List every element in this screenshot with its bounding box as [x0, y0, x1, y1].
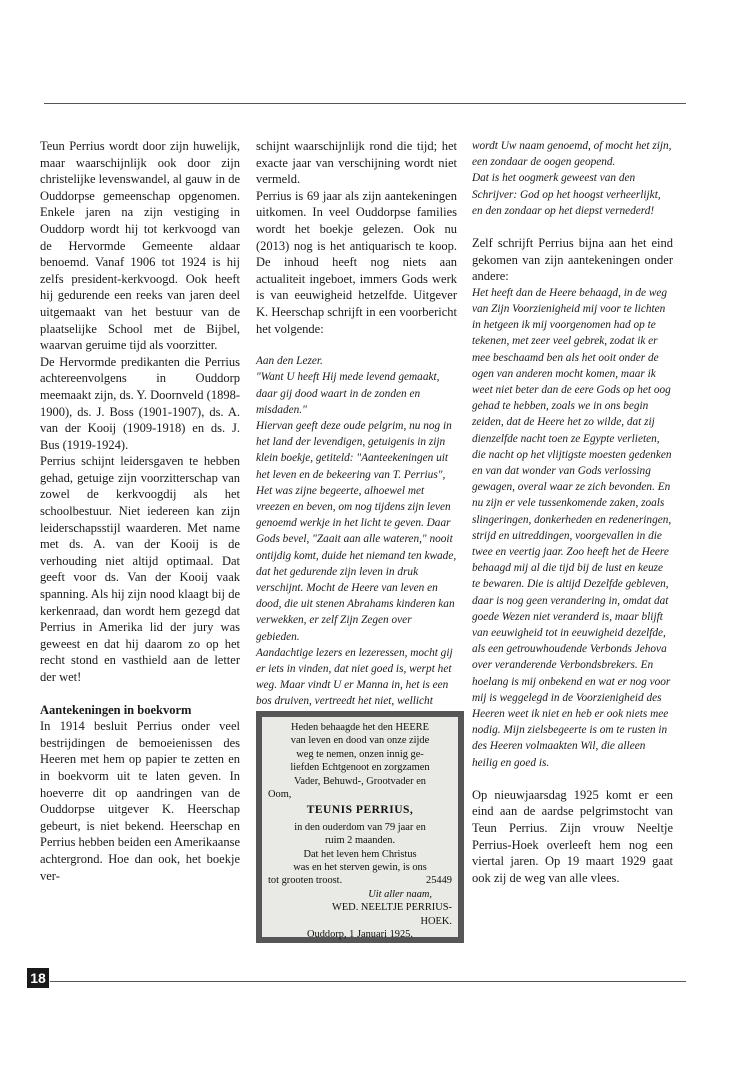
- clip-date-line: Ouddorp, 1 Januari 1925.: [307, 929, 413, 941]
- quote-salutation: Aan den Lezer.: [256, 355, 323, 368]
- clip-deceased-name: TEUNIS PERRIUS,: [306, 804, 414, 817]
- col2-paragraph-1: schijnt waarschijnlijk rond die tijd; het exacte jaar van verschijning wordt niet vermeld.: [256, 139, 457, 187]
- col3-paragraph-2: Op nieuwjaarsdag 1925 komt er een eind aan de aardse pelgrimstocht van Teun Perrius. Zijn vrouw Neeltje Perrius-Hoek overleeft hem nog een viertal jaren. Op 19 maart 1929 gaat ook zij de weg van alle vlees.: [472, 787, 673, 885]
- col1-paragraph-1: Teun Perrius wordt door zijn huwelijk, maar waarschijnlijk ook door zijn christelijke levenswandel, al gauw in de Ouddorpse gemeenschap opgenomen. Enkele jaren na zijn vestiging in Ouddorp wordt hij tot kerkvoogd van de Hervormde Gemeente aldaar benoemd. Vanaf 1906 tot 1924 is hij zelfs president-kerkvoogd. Ook heeft hij gedurende een reeks van jaren deel uitgemaakt van het bestuur van de plaatselijke School met de Bijbel, waarvan geruime tijd als voorzitter.: [40, 139, 240, 353]
- clip-line: tot grooten troost.: [268, 875, 343, 887]
- clip-line: weg te nemen, onzen innig ge-: [296, 748, 424, 760]
- top-rule: [44, 103, 686, 104]
- clip-line: van leven en dood van onze zijde: [290, 735, 430, 747]
- clip-signature-intro: Uit aller naam,: [368, 888, 432, 900]
- col1-paragraph-2: De Hervormde predikanten die Perrius achtereenvolgens in Ouddorp meemaakt zijn, ds. Y. Doornveld (1898-1900), ds. J. Boss (1901-1907), ds. A. van der Kooij (1909-1918) en ds. J. Bus (1919-1924).: [40, 354, 240, 452]
- column-3: [472, 138, 673, 886]
- clip-line: Heden behaagde het den HEERE: [291, 722, 429, 733]
- quote-body-1: Hiervan geeft deze oude pelgrim, nu nog in het land der levendigen, getuigenis in zijn klein boekje, getiteld: "Aanteekeningen uit het leven en de bekeering van T. Perrius", Het was zijne begeerte, alhoewel met vreezen en beven, om nog tijdens zijn leven genoemd werkje in het licht te geven. Daar Gods bevel, "Zaait aan alle wateren," nooit ontijdig komt, duide het niemand ten kwade, dat het gedurende zijn leven in druk verschijnt. Mocht de Heere van leven en dood, die uit stenen Abrahams kinderen kan verwekken, er zelf Zijn Zegen over gebieden.: [256, 419, 457, 643]
- column-2: [256, 138, 457, 710]
- clip-line: Dat het leven hem Christus: [303, 848, 417, 860]
- clip-code: 25449: [426, 875, 452, 887]
- quote-body-2: Aandachtige lezers en lezeressen, mocht gij er iets in vinden, dat niet goed is, werpt het weg. Maar vindt U er Manna in, het is een bos druiven, vertreedt het niet, wellicht: [256, 646, 453, 708]
- section-heading: Aantekeningen in boekvorm: [40, 702, 192, 717]
- death-notice-clipping: [256, 711, 464, 943]
- col1-paragraph-3: Perrius schijnt leidersgaven te hebben gehad, getuige zijn voorzitterschap van zowel de kerkvoogdij als het schoolbestuur. Niet iedereen kan zijn leiderschapsstijl waarderen. Met name met ds. A. van der Kooij is de verhouding niet altijd optimaal. Dat geeft voor ds. Van der Kooij vaak spanning. Als hij zijn nood klaagt bij de kerkenraad, dan wordt hem gezegd dat Perrius in Amerika lid der jury was geweest en dat hij daarom zo op het recht stond en vasthield aan de letter der wet!: [40, 454, 240, 684]
- col3-quote-1: wordt Uw naam genoemd, of mocht het zijn, een zondaar de oogen geopend.: [472, 140, 672, 169]
- column-1: [40, 138, 240, 884]
- page-number: 18: [27, 968, 49, 988]
- col3-quote-2: Dat is het oogmerk geweest van den Schrijver: God op het hoogst verheerlijkt, en den zondaar op het diepst vernederd!: [472, 172, 661, 217]
- clip-line: in den ouderdom van 79 jaar en: [294, 821, 426, 833]
- col3-quote-3: Het heeft dan de Heere behaagd, in de weg van Zijn Voorzienigheid mij voor te lichten in hetgeen ik mij voorgenomen had op te tekenen, met zeer veel gebrek, zodat ik er mee beschaamd ben als het ooit onder de ogen van anderen mocht komen, maar ik weet niet beter dan de eere Gods op het oog gehad te hebben, zoals we in ons begin zeiden, dat de Heere het zo wilde, dat zij dienzelfde nacht toen ze Egypte verlieten, die nacht op het vlijtigste moesten gedenken en van dat wonder van Gods verlossing gewagen, overal waar ze zich bevonden. En nu zijn er vele tussenkomende zaken, zoals slingeringen, donkerheden en redeneringen, strijd en uitreddingen, voorgevallen in die twee en veertig jaar. Zoo heeft het de Heere behaagd mij al die tijd bij de lust en keuze te bewaren. Die is altijd Dezelfde gebleven, daar is nog geen verandering in, omdat dat goede Wezen niet veranderd is, maar blijft van eeuwigheid tot in eeuwigheid dezelfde, als een getrouwhoudende Verbonds Jehova over veranderende Verbondsbrekers. En hoelang is mij onbekend en wat er nog voor mij is weggelegd in de Voorzienigheid des Heeren weet ik niet en heb er ook niets mee nodig. Mijn zielsbegeerte is om te rusten in des Heeren volmaakten Wil, die alleen heilig en goed is.: [472, 286, 672, 769]
- col2-paragraph-2: Perrius is 69 jaar als zijn aantekeningen uitkomen. In veel Ouddorpse families wordt het boekje gelezen. Ook nu (2013) nog is het antiquarisch te koop. De inhoud heeft nog niets aan actualiteit ingeboet, immers Gods werk is van eeuwigheid hetzelfde. Uitgever K. Heerschap schrijft in een voorbericht het volgende:: [256, 188, 457, 336]
- clip-line: Vader, Behuwd-, Grootvader en: [293, 775, 427, 787]
- clip-line: Oom,: [268, 789, 292, 801]
- clip-line: liefden Echtgenoot en zorgzamen: [290, 762, 430, 774]
- col1-paragraph-4: In 1914 besluit Perrius onder veel bestrijdingen de bemoeienissen des Heeren met hem op papier te zetten en in boekvorm uit te laten geven. In hoeverre dit op aandringen van de Ouddorpse uitgever K. Heerschap gebeurt, is niet bekend. Heerschap en Perrius hebben beiden een Amerikaanse achtergrond. Hoe dan ook, het boekje ver-: [40, 719, 240, 883]
- quote-verse: "Want U heeft Hij mede levend gemaakt, daar gij dood waart in de zonden en misdaden.": [256, 371, 440, 416]
- col3-paragraph-1: Zelf schrijft Perrius bijna aan het eind gekomen van zijn aantekeningen onder andere:: [472, 236, 673, 284]
- clip-widow-surname: HOEK.: [420, 915, 452, 927]
- clip-line: was en het sterven gewin, is ons: [293, 862, 427, 874]
- bottom-rule: [50, 981, 686, 982]
- clip-line: ruim 2 maanden.: [324, 835, 396, 847]
- clip-widow-name: WED. NEELTJE PERRIUS-: [332, 902, 452, 914]
- clip-row: [268, 874, 452, 887]
